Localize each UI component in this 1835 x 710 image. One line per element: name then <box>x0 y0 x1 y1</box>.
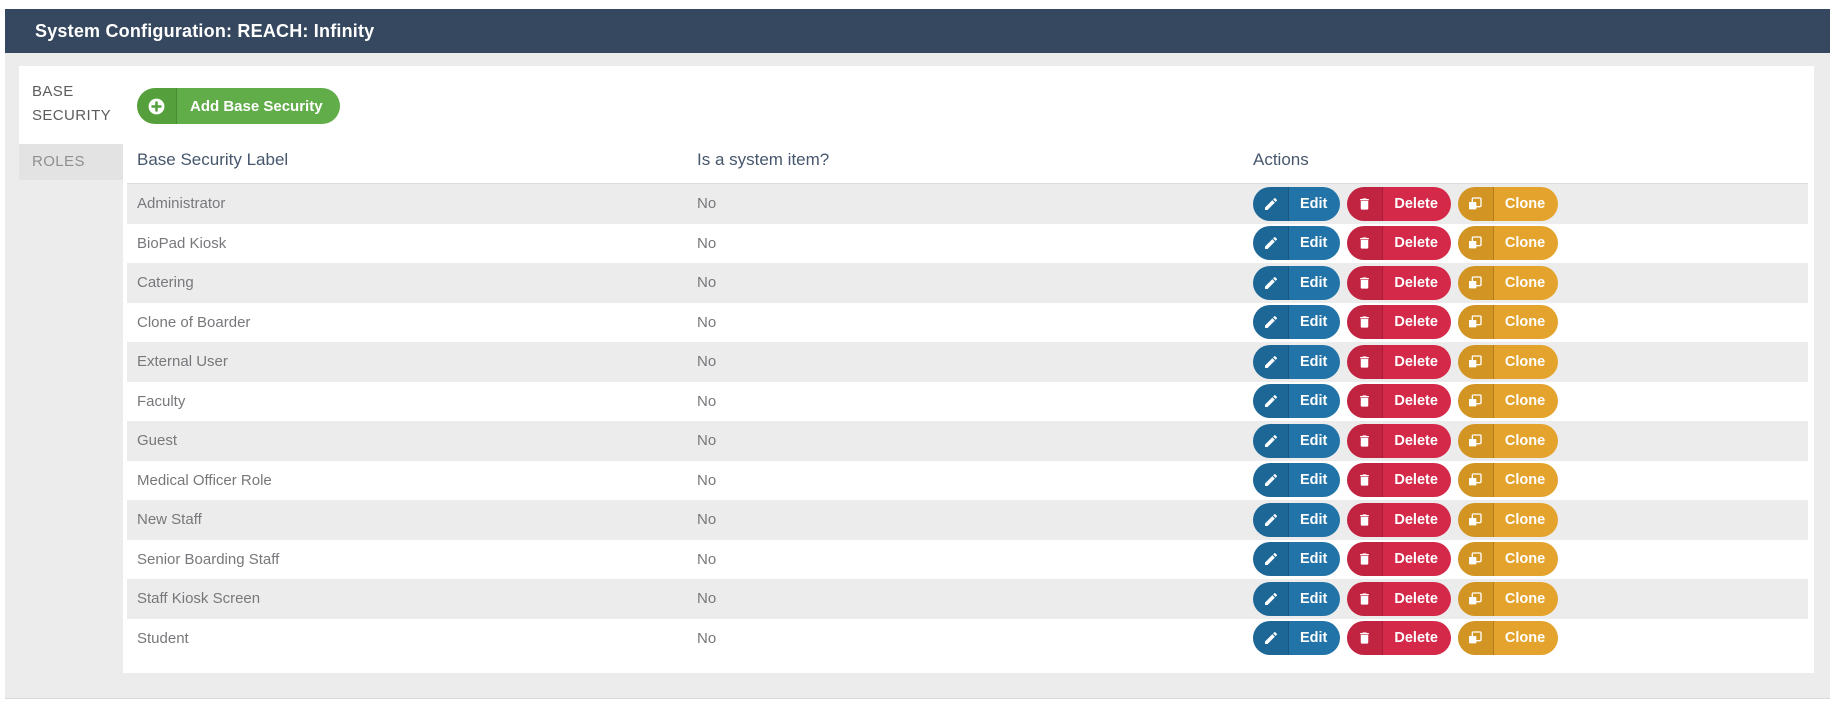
titlebar <box>5 9 1830 53</box>
trash-icon <box>1347 305 1383 339</box>
sidebar-tabs <box>5 66 123 180</box>
base-security-label-cell: Clone of Boarder <box>137 313 251 331</box>
column-header-actions: Actions <box>1253 150 1309 169</box>
system-item-cell: No <box>697 432 717 450</box>
delete-button-label: Delete <box>1383 345 1451 379</box>
actions-cell <box>1253 621 1808 655</box>
edit-button[interactable] <box>1253 621 1340 655</box>
system-item-cell: No <box>697 629 717 647</box>
base-security-label-cell: Faculty <box>137 392 186 410</box>
copy-icon <box>1458 305 1494 339</box>
actions-cell <box>1253 582 1808 616</box>
trash-icon <box>1347 226 1383 260</box>
edit-button[interactable] <box>1253 463 1340 497</box>
base-security-label-cell: Catering <box>137 274 194 292</box>
edit-button-label: Edit <box>1289 384 1340 418</box>
pencil-icon <box>1253 345 1289 379</box>
trash-icon <box>1347 266 1383 300</box>
tab-roles[interactable] <box>19 144 123 180</box>
pencil-icon <box>1253 463 1289 497</box>
pencil-icon <box>1253 582 1289 616</box>
edit-button-label: Edit <box>1289 463 1340 497</box>
edit-button[interactable] <box>1253 542 1340 576</box>
actions-cell <box>1253 424 1808 458</box>
edit-button-label: Edit <box>1289 345 1340 379</box>
trash-icon <box>1347 424 1383 458</box>
clone-button[interactable] <box>1458 582 1558 616</box>
table-body <box>127 184 1808 658</box>
actions-cell <box>1253 305 1808 339</box>
clone-button-label: Clone <box>1494 226 1558 260</box>
system-item-cell: No <box>697 274 717 292</box>
delete-button-label: Delete <box>1383 621 1451 655</box>
copy-icon <box>1458 226 1494 260</box>
delete-button[interactable] <box>1347 582 1451 616</box>
table-row <box>127 184 1808 224</box>
base-security-label-cell: External User <box>137 353 228 371</box>
edit-button[interactable] <box>1253 226 1340 260</box>
trash-icon <box>1347 384 1383 418</box>
copy-icon <box>1458 187 1494 221</box>
clone-button[interactable] <box>1458 503 1558 537</box>
base-security-label-cell: Administrator <box>137 195 226 213</box>
tab-roles-label: ROLES <box>32 153 85 170</box>
table-row <box>127 421 1808 461</box>
system-item-cell: No <box>697 313 717 331</box>
clone-button[interactable] <box>1458 463 1558 497</box>
base-security-label-cell: Guest <box>137 432 178 450</box>
table-row <box>127 500 1808 540</box>
clone-button[interactable] <box>1458 621 1558 655</box>
clone-button-label: Clone <box>1494 424 1558 458</box>
edit-button-label: Edit <box>1289 503 1340 537</box>
column-header-label: Base Security Label <box>137 150 289 169</box>
copy-icon <box>1458 582 1494 616</box>
base-security-label-cell: Medical Officer Role <box>137 471 272 489</box>
delete-button[interactable] <box>1347 384 1451 418</box>
trash-icon <box>1347 582 1383 616</box>
edit-button-label: Edit <box>1289 266 1340 300</box>
trash-icon <box>1347 187 1383 221</box>
base-security-label-cell: New Staff <box>137 511 202 529</box>
pencil-icon <box>1253 621 1289 655</box>
copy-icon <box>1458 503 1494 537</box>
clone-button-label: Clone <box>1494 463 1558 497</box>
delete-button-label: Delete <box>1383 424 1451 458</box>
actions-cell <box>1253 266 1808 300</box>
clone-button[interactable] <box>1458 384 1558 418</box>
clone-button-label: Clone <box>1494 266 1558 300</box>
clone-button[interactable] <box>1458 226 1558 260</box>
delete-button[interactable] <box>1347 542 1451 576</box>
actions-cell <box>1253 542 1808 576</box>
pencil-icon <box>1253 542 1289 576</box>
delete-button[interactable] <box>1347 305 1451 339</box>
table-row <box>127 540 1808 580</box>
edit-button-label: Edit <box>1289 187 1340 221</box>
edit-button[interactable] <box>1253 384 1340 418</box>
table-header <box>127 144 1808 184</box>
plus-circle-icon <box>137 88 177 124</box>
table-row <box>127 461 1808 501</box>
copy-icon <box>1458 463 1494 497</box>
delete-button[interactable] <box>1347 345 1451 379</box>
edit-button-label: Edit <box>1289 424 1340 458</box>
trash-icon <box>1347 463 1383 497</box>
delete-button[interactable] <box>1347 266 1451 300</box>
pencil-icon <box>1253 266 1289 300</box>
pencil-icon <box>1253 503 1289 537</box>
copy-icon <box>1458 621 1494 655</box>
tab-base-security-label: BASE SECURITY <box>32 83 112 124</box>
pencil-icon <box>1253 305 1289 339</box>
table-row <box>127 619 1808 659</box>
copy-icon <box>1458 345 1494 379</box>
edit-button[interactable] <box>1253 187 1340 221</box>
table-row <box>127 263 1808 303</box>
actions-cell <box>1253 384 1808 418</box>
add-base-security-label: Add Base Security <box>177 88 340 124</box>
clone-button[interactable] <box>1458 424 1558 458</box>
clone-button[interactable] <box>1458 266 1558 300</box>
edit-button-label: Edit <box>1289 621 1340 655</box>
pencil-icon <box>1253 424 1289 458</box>
actions-cell <box>1253 345 1808 379</box>
base-security-label-cell: BioPad Kiosk <box>137 234 227 252</box>
delete-button[interactable] <box>1347 463 1451 497</box>
clone-button-label: Clone <box>1494 582 1558 616</box>
actions-cell <box>1253 187 1808 221</box>
page-title: System Configuration: REACH: Infinity <box>35 21 375 41</box>
table-row <box>127 342 1808 382</box>
delete-button-label: Delete <box>1383 542 1451 576</box>
delete-button-label: Delete <box>1383 187 1451 221</box>
delete-button-label: Delete <box>1383 503 1451 537</box>
trash-icon <box>1347 621 1383 655</box>
system-item-cell: No <box>697 471 717 489</box>
copy-icon <box>1458 384 1494 418</box>
clone-button-label: Clone <box>1494 503 1558 537</box>
delete-button[interactable] <box>1347 187 1451 221</box>
system-item-cell: No <box>697 392 717 410</box>
edit-button[interactable] <box>1253 424 1340 458</box>
edit-button-label: Edit <box>1289 305 1340 339</box>
clone-button-label: Clone <box>1494 187 1558 221</box>
column-header-system-item: Is a system item? <box>697 150 830 169</box>
tab-base-security[interactable] <box>19 66 123 144</box>
actions-cell <box>1253 226 1808 260</box>
content-panel <box>123 66 1814 673</box>
system-config-window <box>5 9 1830 699</box>
delete-button-label: Delete <box>1383 226 1451 260</box>
clone-button-label: Clone <box>1494 542 1558 576</box>
add-base-security-button[interactable] <box>137 88 340 124</box>
base-security-table <box>127 144 1808 658</box>
base-security-label-cell: Student <box>137 629 189 647</box>
delete-button-label: Delete <box>1383 463 1451 497</box>
edit-button[interactable] <box>1253 305 1340 339</box>
pencil-icon <box>1253 187 1289 221</box>
clone-button[interactable] <box>1458 305 1558 339</box>
clone-button[interactable] <box>1458 345 1558 379</box>
delete-button[interactable] <box>1347 424 1451 458</box>
table-row <box>127 579 1808 619</box>
delete-button[interactable] <box>1347 621 1451 655</box>
pencil-icon <box>1253 226 1289 260</box>
edit-button[interactable] <box>1253 266 1340 300</box>
copy-icon <box>1458 542 1494 576</box>
copy-icon <box>1458 424 1494 458</box>
trash-icon <box>1347 542 1383 576</box>
trash-icon <box>1347 503 1383 537</box>
edit-button-label: Edit <box>1289 226 1340 260</box>
delete-button-label: Delete <box>1383 266 1451 300</box>
clone-button-label: Clone <box>1494 384 1558 418</box>
delete-button[interactable] <box>1347 226 1451 260</box>
table-row <box>127 224 1808 264</box>
system-item-cell: No <box>697 550 717 568</box>
edit-button-label: Edit <box>1289 542 1340 576</box>
system-item-cell: No <box>697 353 717 371</box>
edit-button[interactable] <box>1253 503 1340 537</box>
copy-icon <box>1458 266 1494 300</box>
delete-button-label: Delete <box>1383 305 1451 339</box>
edit-button-label: Edit <box>1289 582 1340 616</box>
actions-cell <box>1253 503 1808 537</box>
trash-icon <box>1347 345 1383 379</box>
config-body <box>5 53 1830 686</box>
system-item-cell: No <box>697 195 717 213</box>
system-item-cell: No <box>697 511 717 529</box>
clone-button-label: Clone <box>1494 345 1558 379</box>
pencil-icon <box>1253 384 1289 418</box>
edit-button[interactable] <box>1253 582 1340 616</box>
table-row <box>127 382 1808 422</box>
edit-button[interactable] <box>1253 345 1340 379</box>
clone-button-label: Clone <box>1494 621 1558 655</box>
clone-button[interactable] <box>1458 542 1558 576</box>
actions-cell <box>1253 463 1808 497</box>
table-row <box>127 303 1808 343</box>
system-item-cell: No <box>697 590 717 608</box>
system-item-cell: No <box>697 234 717 252</box>
delete-button[interactable] <box>1347 503 1451 537</box>
clone-button-label: Clone <box>1494 305 1558 339</box>
delete-button-label: Delete <box>1383 384 1451 418</box>
base-security-label-cell: Staff Kiosk Screen <box>137 590 261 608</box>
delete-button-label: Delete <box>1383 582 1451 616</box>
clone-button[interactable] <box>1458 187 1558 221</box>
base-security-label-cell: Senior Boarding Staff <box>137 550 280 568</box>
